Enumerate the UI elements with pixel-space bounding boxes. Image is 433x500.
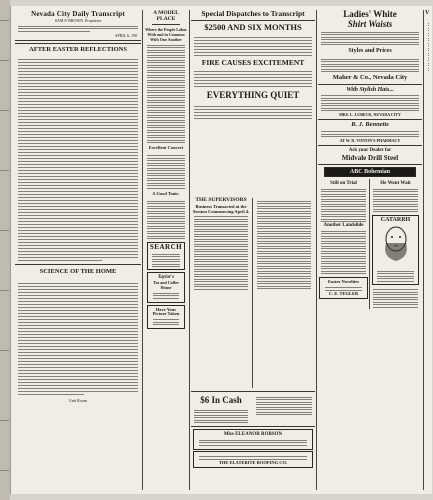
headline-dispatches: Special Dispatches to Transcript bbox=[201, 9, 305, 18]
article-2500-body bbox=[191, 34, 315, 57]
article-supervisors-body bbox=[191, 214, 251, 291]
masthead-date: APRIL 6, 190 bbox=[114, 32, 137, 38]
headline-easter: AFTER EASTER REFLECTIONS bbox=[29, 45, 127, 53]
article-fire-body bbox=[191, 68, 315, 88]
ad-taylors bbox=[147, 272, 185, 303]
ad-easter-title: Easter Novelties bbox=[327, 279, 360, 284]
catarrh-head-illustration bbox=[374, 223, 418, 263]
ad-another-landslide: Another Landslide bbox=[323, 223, 364, 228]
column-cut-edge bbox=[425, 6, 432, 494]
headline-science: SCIENCE OF THE HOME bbox=[39, 268, 117, 275]
ad-shirt-waists: Shirt Waists bbox=[347, 19, 393, 29]
ad-catarrh bbox=[372, 215, 419, 285]
ad-taylors-name: Taylor's bbox=[157, 275, 175, 280]
ad-still-on-trial: Still on Trial bbox=[330, 181, 357, 186]
headline-quiet: EVERYTHING QUIET bbox=[206, 90, 300, 100]
ad-photo-title: Have Your Picture Taken bbox=[152, 306, 180, 316]
headline-2500: $2500 AND SIX MONTHS bbox=[204, 22, 302, 32]
masthead-info bbox=[15, 23, 141, 33]
lower-ads bbox=[191, 389, 315, 469]
ad-cash: $6 In Cash bbox=[200, 395, 242, 405]
footer-note: Unit Room bbox=[69, 397, 87, 403]
ad-dealer: Ask your Dealer for bbox=[348, 148, 392, 153]
right-briefs bbox=[254, 198, 314, 290]
page-edge-strip bbox=[0, 0, 10, 500]
ad-easter-novelties bbox=[319, 277, 368, 299]
ad-search-title: SEARCH bbox=[149, 243, 183, 251]
article-science-body bbox=[15, 280, 141, 396]
ad-photo bbox=[147, 305, 185, 330]
headline-model-place: A MODEL PLACE bbox=[153, 10, 179, 22]
newspaper-page bbox=[10, 6, 432, 494]
ad-search bbox=[147, 242, 185, 270]
ad-styles-prices: Styles and Prices bbox=[348, 48, 392, 54]
ad-midvale: Midvale Drill Steel bbox=[341, 154, 399, 162]
deck-supervisors: Business Transacted at the Session Commencing April 4. bbox=[192, 203, 250, 214]
article-quiet-body bbox=[191, 103, 315, 120]
ad-bennetts: R. J. Bennetts bbox=[351, 121, 389, 128]
ad-tegler: C. E. TEGLER bbox=[328, 290, 359, 296]
ad-taylors-sub: Tea and Coffee House bbox=[153, 280, 179, 290]
deck-model-place: Where the People Labor With and in Common With One Another bbox=[145, 27, 187, 42]
masthead-title: Nevada City Daily Transcript bbox=[31, 10, 125, 18]
ad-wont-wait: He Wont Wait bbox=[380, 181, 411, 186]
ad-ladies-white: Ladies' White bbox=[343, 9, 397, 19]
headline-supervisors: THE SUPERVISORS bbox=[195, 197, 247, 203]
article-tonic-body bbox=[144, 198, 188, 240]
article-model-body bbox=[144, 42, 188, 144]
article-easter-body bbox=[15, 56, 141, 262]
column-model-place bbox=[144, 6, 188, 494]
column-dispatches bbox=[191, 6, 315, 494]
ad-eleanor bbox=[193, 429, 313, 450]
ad-eleanor-title: Miss ELEANOR ROBSON bbox=[223, 432, 283, 437]
headline-tonic: A Good Tonic. bbox=[152, 190, 180, 196]
ad-stylish-hats: With Stylish Hats... bbox=[346, 86, 394, 93]
column-editorial bbox=[15, 6, 141, 494]
ad-catarrh-title: CATARRH bbox=[380, 217, 411, 223]
cut-letter: V bbox=[425, 10, 430, 16]
ad-maher: Maher & Co., Nevada City bbox=[332, 74, 408, 81]
ad-elaterite-title: THE ELATERITE ROOFING CO. bbox=[218, 459, 288, 465]
headline-concert: Excellent Concert bbox=[148, 145, 184, 150]
masthead-publisher: SAM P. BROWN, Proprietor bbox=[54, 18, 102, 23]
column-advertisements bbox=[318, 6, 422, 494]
ad-elaterite bbox=[193, 451, 313, 469]
ad-vinton: AT W. D. VINTON'S PHARMACY bbox=[339, 138, 401, 143]
article-concert-body bbox=[144, 153, 188, 190]
headline-fire: FIRE CAUSES EXCITEMENT bbox=[201, 57, 305, 67]
ad-lubeck: MRS. L. LUBECK, NEVADA CITY bbox=[339, 112, 401, 117]
ad-abc-bohemian bbox=[324, 167, 416, 177]
supervisors-section bbox=[191, 198, 251, 291]
ad-abc-title: ABC Bohemian bbox=[349, 169, 391, 175]
